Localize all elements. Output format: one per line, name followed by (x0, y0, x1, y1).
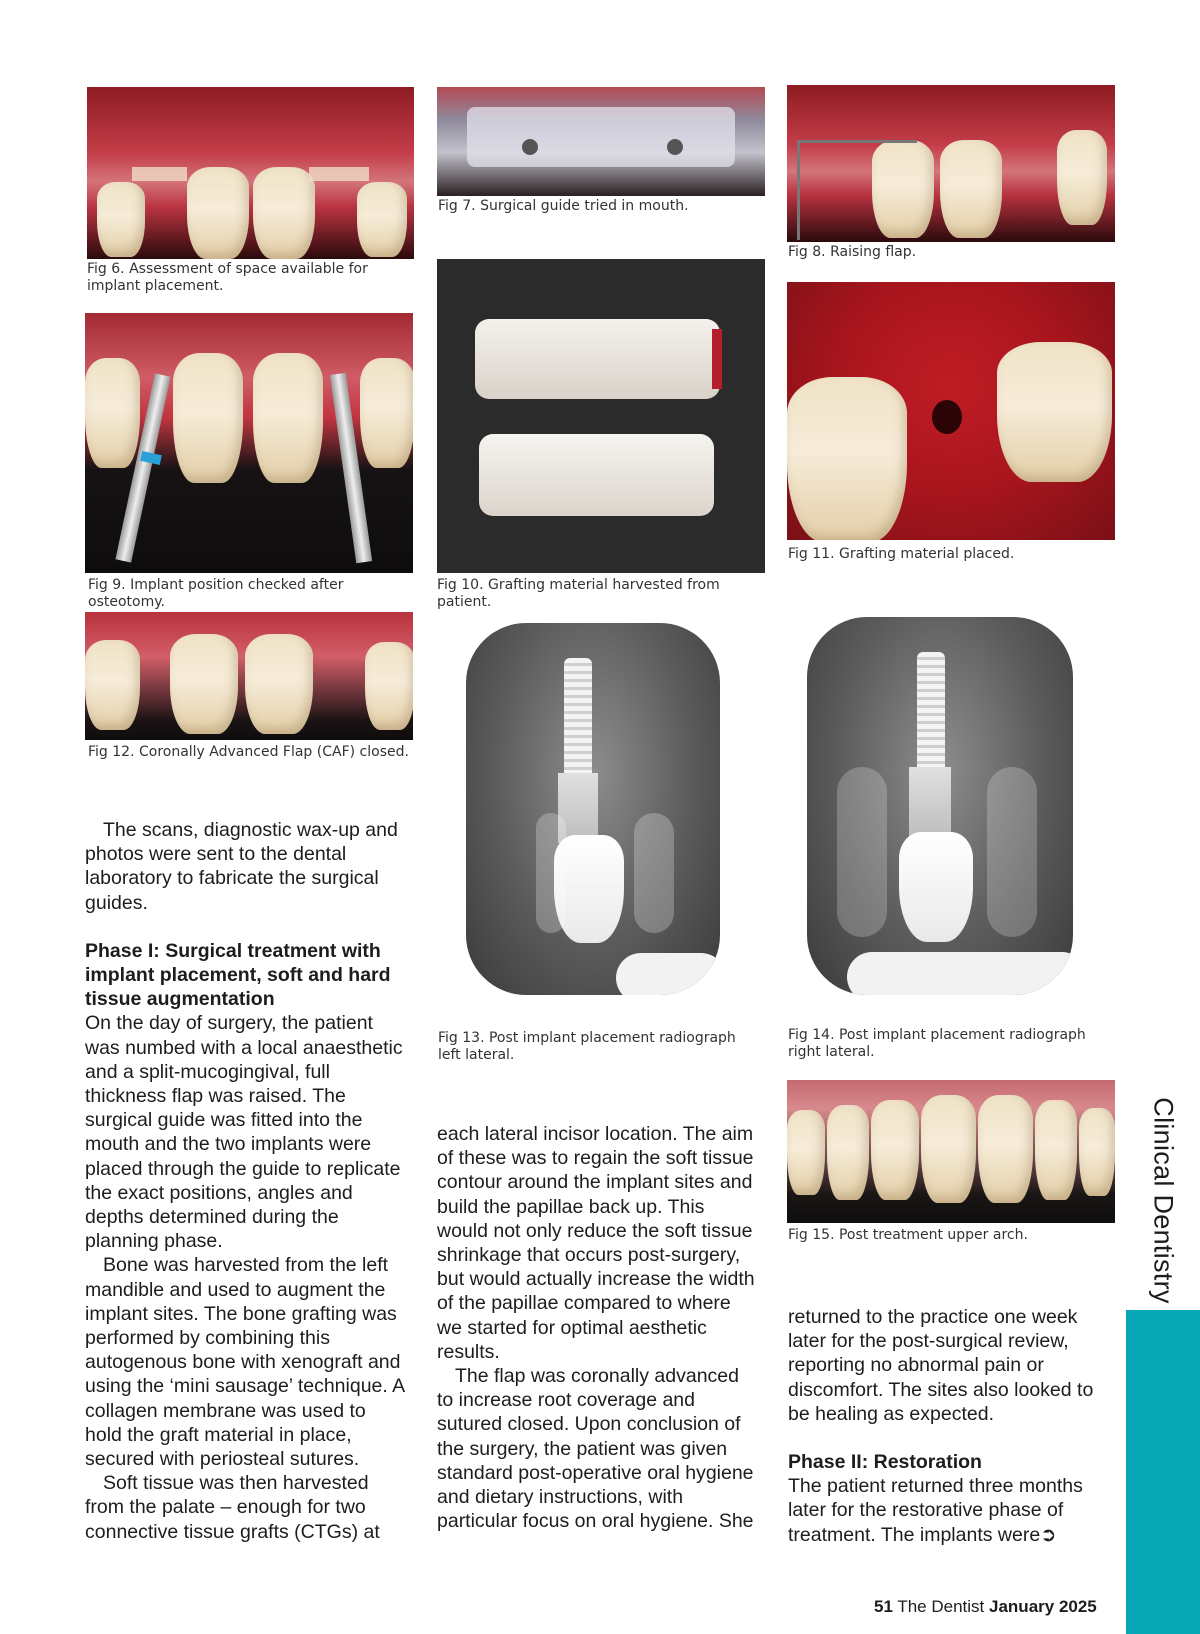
page-footer (874, 1597, 1097, 1617)
fig15-photo (787, 1080, 1115, 1223)
continue-arrow-icon: ➲ (1040, 1523, 1057, 1546)
col1-paragraph-1: On the day of surgery, the patient was numbed with a local anaesthetic and a split-mucogingival, full thickness flap was raised. The surgical guide was fitted into the mouth and the two implants were placed through the guide to replicate the exact positions, angles and depths determined during the planning phase. (85, 1012, 403, 1253)
col3-paragraph-2 (788, 1474, 1108, 1547)
fig12-photo (85, 612, 413, 740)
fig14-radiograph (807, 617, 1073, 995)
fig8-photo (787, 85, 1115, 242)
col2-paragraph-2: The flap was coronally advanced to increase root coverage and sutured closed. Upon conclusion of the surgery, the patient was given standard post-operative oral hygiene and dietary instructions, with particular focus on oral hygiene. She (437, 1365, 754, 1533)
fig15-caption: Fig 15. Post treatment upper arch. (788, 1227, 1028, 1243)
fig13-caption: Fig 13. Post implant placement radiograph left lateral. (438, 1030, 736, 1063)
phase2-heading: Phase II: Restoration (788, 1451, 982, 1474)
fig6-photo (87, 87, 414, 259)
col3-paragraph-1: returned to the practice one week later for the post-surgical review, reporting no abnormal pain or discomfort. The sites also looked to be healing as expected. (788, 1306, 1094, 1425)
fig9-caption: Fig 9. Implant position checked after osteotomy. (88, 577, 344, 610)
col1-paragraph-3: Soft tissue was then harvested from the palate – enough for two connective tissue grafts (CTGs) at (85, 1472, 380, 1543)
col1-paragraph-2: Bone was harvested from the left mandible and used to augment the implant sites. The bone grafting was performed by combining this autogenous bone with xenograft and using the ‘mini sausage’ technique. A collagen membrane was used to hold the graft material in place, secured with periosteal sutures. (85, 1254, 405, 1471)
page-number: 51 (874, 1597, 893, 1616)
section-label (1133, 1096, 1193, 1304)
fig11-caption: Fig 11. Grafting material placed. (788, 546, 1015, 562)
fig10-photo (437, 259, 765, 573)
fig12-caption: Fig 12. Coronally Advanced Flap (CAF) closed. (88, 744, 409, 760)
fig7-caption: Fig 7. Surgical guide tried in mouth. (438, 198, 689, 214)
column-3 (788, 1305, 1108, 1547)
intro-paragraph: The scans, diagnostic wax-up and photos were sent to the dental laboratory to fabricate the surgical guides. (85, 819, 398, 914)
column-1 (85, 818, 405, 1544)
fig14-caption: Fig 14. Post implant placement radiograph right lateral. (788, 1027, 1086, 1060)
fig11-photo (787, 282, 1115, 540)
fig8-caption: Fig 8. Raising flap. (788, 244, 917, 260)
col2-paragraph-1: each lateral incisor location. The aim of these was to regain the soft tissue contour around the implant sites and build the papillae back up. This would not only reduce the soft tissue shrinkage that occurs post-surgery, but would actually increase the width of the papillae compared to where we started for optimal aesthetic results. (437, 1123, 755, 1363)
fig13-radiograph (466, 623, 720, 995)
section-tab (1126, 1310, 1200, 1634)
issue-date: January 2025 (989, 1597, 1097, 1616)
column-2 (437, 1122, 757, 1533)
fig7-photo (437, 87, 765, 196)
section-label-text: Clinical Dentistry (1148, 1096, 1179, 1304)
fig6-caption: Fig 6. Assessment of space available for implant placement. (87, 261, 368, 294)
fig9-photo (85, 313, 413, 573)
fig10-caption: Fig 10. Grafting material harvested from patient. (437, 577, 720, 610)
publication-name: The Dentist (897, 1597, 985, 1616)
phase1-heading: Phase I: Surgical treatment with implant placement, soft and hard tissue augmentation (85, 939, 391, 1011)
col3-paragraph-2-text: The patient returned three months later for the restorative phase of treatment. The implants were (788, 1475, 1083, 1546)
